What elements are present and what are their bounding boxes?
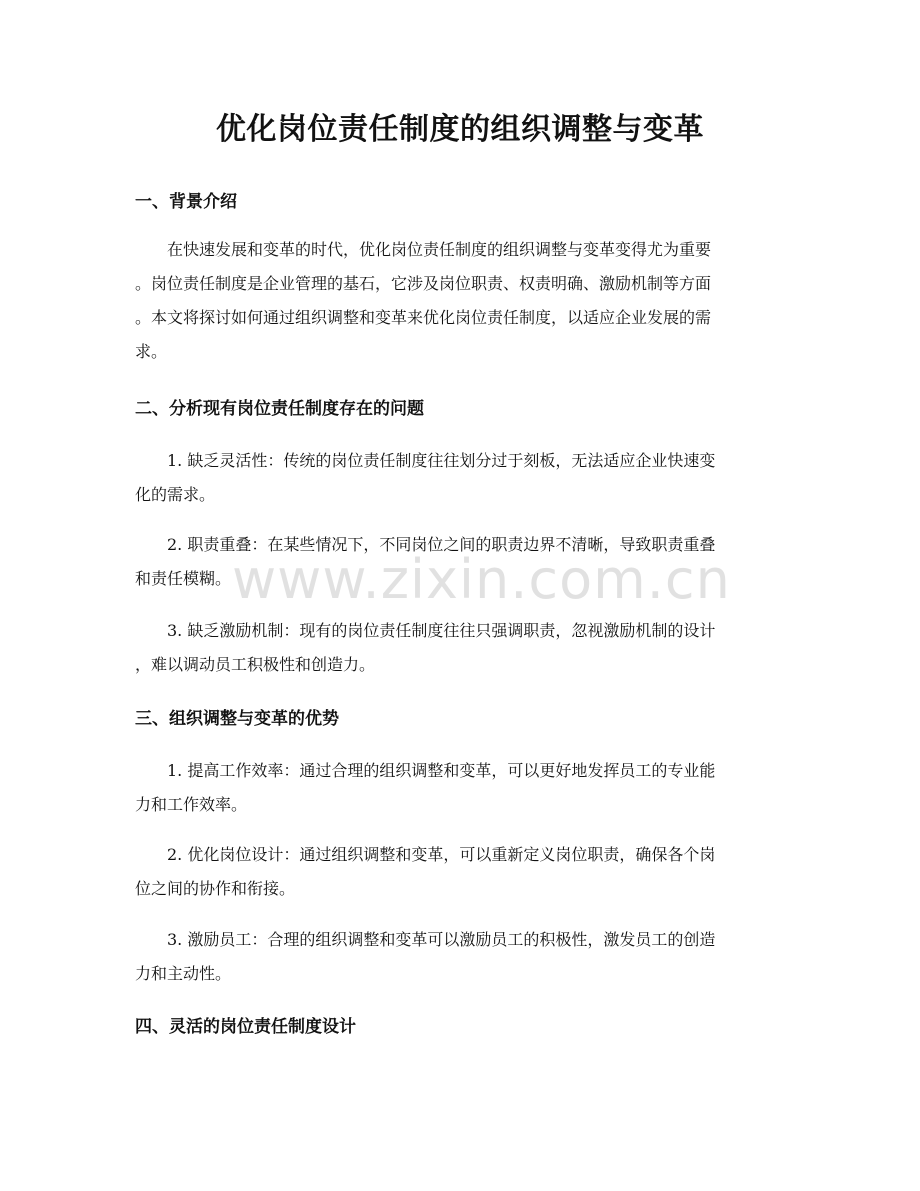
list-item: [135, 528, 785, 596]
paragraph-line: 2. 优化岗位设计：通过组织调整和变革，可以重新定义岗位职责，确保各个岗: [167, 845, 716, 864]
document-title: 优化岗位责任制度的组织调整与变革: [216, 112, 704, 147]
list-item: [135, 614, 785, 682]
section-paragraph: [135, 233, 785, 369]
section-heading-advantages: 三、组织调整与变革的优势: [135, 709, 339, 729]
section-heading-design: 四、灵活的岗位责任制度设计: [135, 1017, 356, 1037]
paragraph-line: 2. 职责重叠：在某些情况下，不同岗位之间的职责边界不清晰，导致职责重叠: [167, 535, 716, 554]
paragraph-line: 1. 提高工作效率：通过合理的组织调整和变革，可以更好地发挥员工的专业能: [167, 761, 716, 780]
paragraph-line: 3. 缺乏激励机制：现有的岗位责任制度往往只强调职责，忽视激励机制的设计: [167, 621, 716, 640]
paragraph-line: 位之间的协作和衔接。: [135, 879, 296, 898]
paragraph-line: 求。: [135, 342, 168, 361]
paragraph-line: 在快速发展和变革的时代，优化岗位责任制度的组织调整与变革变得尤为重要: [167, 240, 712, 259]
paragraph-line: 。岗位责任制度是企业管理的基石，它涉及岗位职责、权责明确、激励机制等方面: [135, 274, 712, 293]
paragraph-line: 和责任模糊。: [135, 569, 232, 588]
list-item: [135, 923, 785, 991]
paragraph-line: ，难以调动员工积极性和创造力。: [135, 655, 376, 674]
list-item: [135, 838, 785, 906]
list-item: [135, 754, 785, 822]
paragraph-line: 3. 激励员工：合理的组织调整和变革可以激励员工的积极性，激发员工的创造: [167, 930, 716, 949]
list-item: [135, 444, 785, 512]
paragraph-line: 力和工作效率。: [135, 795, 248, 814]
watermark: www.zixin.com.cn: [232, 548, 731, 611]
paragraph-line: 1. 缺乏灵活性：传统的岗位责任制度往往划分过于刻板，无法适应企业快速变: [167, 451, 716, 470]
section-heading-problems: 二、分析现有岗位责任制度存在的问题: [135, 399, 424, 419]
section-heading-background: 一、背景介绍: [135, 192, 237, 212]
paragraph-line: 。本文将探讨如何通过组织调整和变革来优化岗位责任制度，以适应企业发展的需: [135, 308, 712, 327]
paragraph-line: 力和主动性。: [135, 964, 232, 983]
paragraph-line: 化的需求。: [135, 485, 216, 504]
